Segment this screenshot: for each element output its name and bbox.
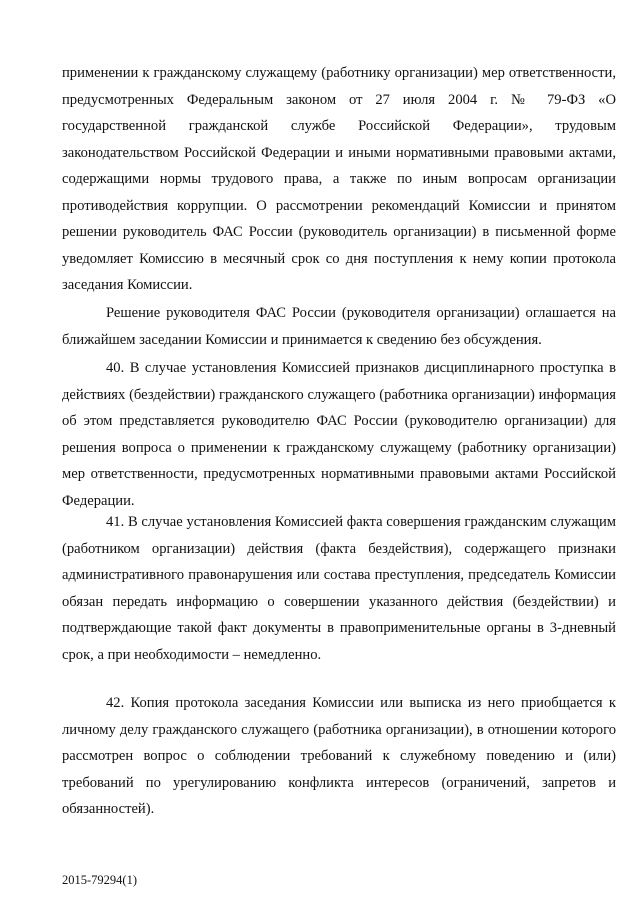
document-footer-code: 2015-79294(1) xyxy=(62,873,137,887)
paragraph-decision-announcement: Решение руководителя ФАС России (руководителя организации) оглашается на ближайшем заседании Комиссии и принимается к сведению без обсуждения. xyxy=(62,305,616,348)
paragraph-item-40: 40. В случае установления Комиссией признаков дисциплинарного проступка в действиях (бездействии) гражданского служащего (работника организации) информация об этом представляется руководителю ФАС России (руководителю организации) для решения вопроса о применении к гражданскому служащему (работнику организации) мер ответственности, предусмотренных нормативными правовыми актами Российской Федерации. xyxy=(62,360,616,509)
paragraph-item-41: 41. В случае установления Комиссией факта совершения гражданским служащим (работником организации) действия (факта бездействия), содержащего признаки административного правонарушения или состава преступления, председатель Комиссии обязан передать информацию о совершении указанного действия (бездействии) и подтверждающие такой факт документы в правоприменительные органы в 3-дневный срок, а при необходимости – немедленно. xyxy=(62,514,616,663)
paragraph-continuation: применении к гражданскому служащему (работнику организации) мер ответственности, предусмотренных Федеральным законом от 27 июля 2004 г. № 79-ФЗ «О государственной гражданской службе Российской Федерации», трудовым законодательством Российской Федерации и иными нормативными правовыми актами, содержащими нормы трудового права, а также по иным вопросам организации противодействия коррупции. О рассмотрении рекомендаций Комиссии и принятом решении руководитель ФАС России (руководитель организации) в письменной форме уведомляет Комиссию в месячный срок со дня поступления к нему копии протокола заседания Комиссии. xyxy=(62,65,616,293)
paragraph-item-42: 42. Копия протокола заседания Комиссии или выписка из него приобщается к личному делу гражданского служащего (работника организации), в отношении которого рассмотрен вопрос о соблюдении требований к служебному поведению и (или) требований по урегулированию конфликта интересов (ограничений, запретов и обязанностей). xyxy=(62,695,616,817)
